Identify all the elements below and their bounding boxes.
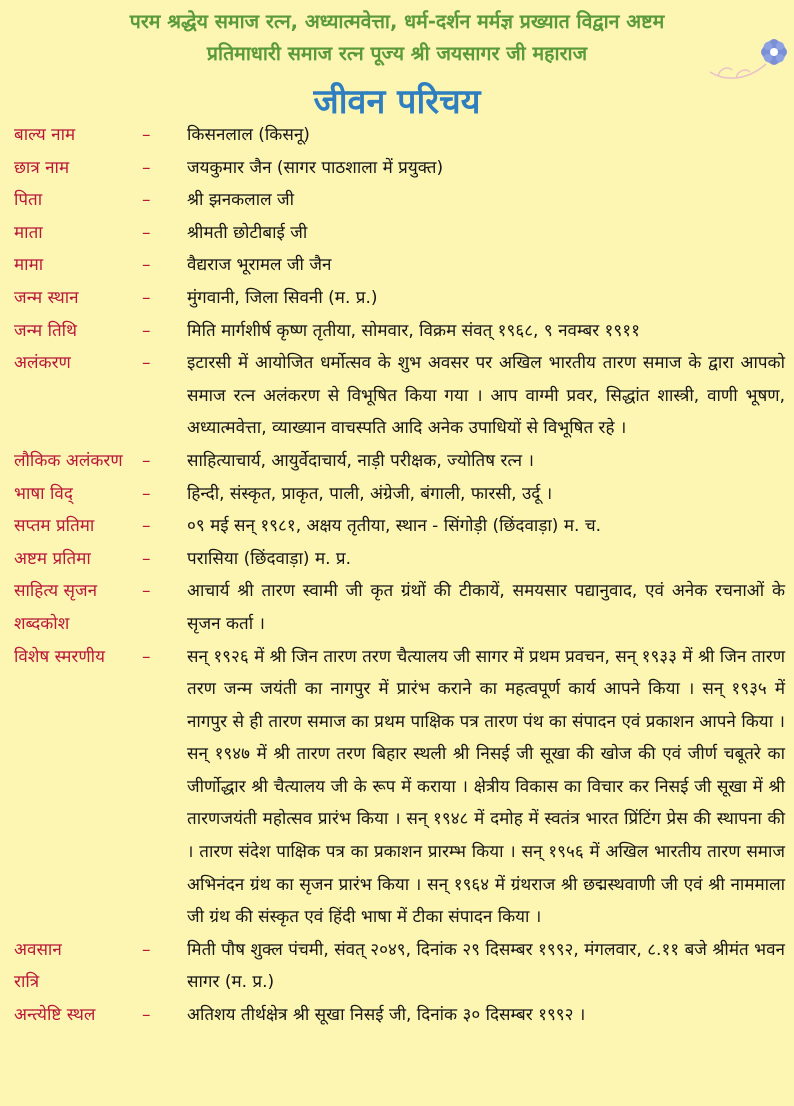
bio-row-value: सन् १९२६ में श्री जिन तारण तरण चैत्यालय जी सागर में प्रथम प्रवचन, सन् १९३३ में श्री जिन तारण तरण जन्म जयंती का नागपुर में प्रारंभ कराने का महत्वपूर्ण कार्य आपने किया । सन् १९३५ में नागपुर से ही तारण समाज का प्रथम पाक्षिक पत्र तारण पंथ का संपादन एवं प्रकाशन आपने किया । सन् १९४७ में श्री तारण तरण बिहार स्थली श्री निसई जी सूखा की खोज की एवं जीर्ण चबूतरे का जीर्णोद्धार श्री चैत्यालय जी के रूप में कराया । क्षेत्रीय विकास का विचार कर निसई जी सूखा में श्री तारणजयंती महोत्सव प्रारंभ किया । सन् १९४८ में दमोह में स्वतंत्र भारत प्रिंटिंग प्रेस की स्थापना की । तारण संदेश पाक्षिक पत्र का प्रकाशन प्रारम्भ किया । सन् १९५६ में अखिल भारतीय तारण समाज अभिनंदन ग्रंथ का सृजन प्रारंभ किया । सन् १९६४ में ग्रंथराज श्री छद्मस्थवाणी जी एवं श्री नाममाला जी ग्रंथ की संस्कृत एवं हिंदी भाषा में टीका संपादन किया । bbox=[187, 646, 786, 928]
bio-row-separator: – bbox=[142, 548, 151, 569]
bio-row-label: मामा bbox=[14, 255, 44, 276]
bio-row-separator: – bbox=[142, 287, 151, 308]
bio-row-value: मुंगवानी, जिला सिवनी (म. प्र.) bbox=[187, 287, 378, 308]
bio-row-label: सप्तम प्रतिमा bbox=[14, 516, 95, 537]
header-line-1: परम श्रद्धेय समाज रत्न, अध्यात्मवेत्ता, धर्म-दर्शन मर्मज्ञ प्रख्यात विद्वान अष्टम bbox=[129, 10, 665, 33]
bio-row-value: आचार्य श्री तारण स्वामी जी कृत ग्रंथों की टीकायें, समयसार पद्यानुवाद, एवं अनेक रचनाओं के सृजन कर्ता । bbox=[187, 581, 785, 634]
bio-row bbox=[0, 249, 794, 282]
bio-row-label: पिता bbox=[14, 190, 43, 211]
bio-row-separator: – bbox=[142, 255, 151, 276]
bio-row-label: अन्त्येष्टि स्थल bbox=[14, 1005, 96, 1026]
bio-row-label: माता bbox=[14, 222, 43, 243]
bio-row-separator: – bbox=[142, 516, 151, 537]
bio-row-value: जयकुमार जैन (सागर पाठशाला में प्रयुक्त) bbox=[187, 157, 444, 178]
bio-row bbox=[0, 999, 794, 1032]
bio-row-value: किसनलाल (किसनू) bbox=[187, 125, 310, 145]
bio-row-separator: – bbox=[142, 483, 151, 504]
bio-row-value: परासिया (छिंदवाड़ा) म. प्र. bbox=[187, 548, 351, 569]
bio-row bbox=[0, 119, 794, 152]
bio-row-label: बाल्य नाम bbox=[14, 125, 76, 145]
bio-row-separator: – bbox=[142, 320, 151, 341]
bio-row-label: जन्म स्थान bbox=[14, 287, 79, 308]
bio-row bbox=[0, 478, 794, 511]
bio-row-separator: – bbox=[142, 353, 151, 374]
bio-row-label: छात्र नाम bbox=[14, 157, 70, 178]
bio-row-value: इटारसी में आयोजित धर्मोत्सव के शुभ अवसर पर अखिल भारतीय तारण समाज के द्वारा आपको समाज रत्न अलंकरण से विभूषित किया गया । आप वाग्मी प्रवर, सिद्धांत शास्त्री, वाणी भूषण, अध्यात्मवेत्ता, व्याख्यान वाचस्पति आदि अनेक उपाधियों से विभूषित रहे । bbox=[187, 353, 785, 439]
header bbox=[0, 6, 794, 70]
page-title: जीवन परिचय bbox=[313, 82, 481, 122]
bio-row-label: भाषा विद् bbox=[14, 483, 73, 504]
bio-row bbox=[0, 510, 794, 543]
bio-row bbox=[0, 934, 794, 999]
bio-row-separator: – bbox=[142, 646, 151, 667]
bio-row bbox=[0, 543, 794, 576]
bio-row-separator: – bbox=[142, 190, 151, 211]
bio-row-value: मिती पौष शुक्ल पंचमी, संवत् २०४९, दिनांक २९ दिसम्बर १९९२, मंगलवार, ८.११ बजे श्रीमंत भवन सागर (म. प्र.) bbox=[187, 939, 785, 993]
flower-ornament-icon bbox=[708, 34, 788, 86]
bio-row-label: अलंकरण bbox=[14, 353, 71, 374]
bio-row-value: अतिशय तीर्थक्षेत्र श्री सूखा निसई जी, दिनांक ३० दिसम्बर १९९२ । bbox=[187, 1005, 586, 1026]
bio-row-label: विशेष स्मरणीय bbox=[14, 646, 105, 667]
bio-row bbox=[0, 184, 794, 217]
bio-row bbox=[0, 445, 794, 478]
bio-row-separator: – bbox=[142, 450, 151, 471]
bio-row bbox=[0, 347, 794, 445]
bio-row bbox=[0, 152, 794, 185]
bio-row bbox=[0, 575, 794, 640]
bio-row bbox=[0, 217, 794, 250]
bio-row-value: साहित्याचार्य, आयुर्वेदाचार्य, नाड़ी परीक्षक, ज्योतिष रत्न । bbox=[187, 450, 534, 471]
bio-row-label: जन्म तिथि bbox=[14, 320, 77, 341]
bio-row-label: अवसान bbox=[14, 939, 62, 960]
bio-row bbox=[0, 315, 794, 348]
bio-row-label: लौकिक अलंकरण bbox=[14, 450, 123, 471]
bio-row-label: साहित्य सृजन bbox=[14, 581, 98, 602]
bio-row-value: मिति मार्गशीर्ष कृष्ण तृतीया, सोमवार, विक्रम संवत् १९६८, ९ नवम्बर १९११ bbox=[187, 320, 640, 341]
bio-row-separator: – bbox=[142, 1005, 151, 1026]
bio-row-separator: – bbox=[142, 125, 151, 145]
bio-row-value: श्रीमती छोटीबाई जी bbox=[187, 222, 308, 243]
bio-row-value: श्री झनकलाल जी bbox=[187, 190, 295, 211]
bio-row bbox=[0, 641, 794, 934]
bio-row-label: अष्टम प्रतिमा bbox=[14, 548, 91, 569]
bio-row-label-continued: रात्रि bbox=[14, 972, 40, 993]
bio-row bbox=[0, 282, 794, 315]
bio-row-separator: – bbox=[142, 581, 151, 602]
bio-row-value: ०९ मई सन् १९८१, अक्षय तृतीया, स्थान - सिंगोड़ी (छिंदवाड़ा) म. च. bbox=[187, 516, 602, 537]
bio-row-separator: – bbox=[142, 222, 151, 243]
header-line-2: प्रतिमाधारी समाज रत्न पूज्य श्री जयसागर जी महाराज bbox=[206, 42, 588, 65]
bio-row-value: हिन्दी, संस्कृत, प्राकृत, पाली, अंग्रेजी, बंगाली, फारसी, उर्दू । bbox=[187, 483, 553, 504]
bio-row-separator: – bbox=[142, 939, 151, 960]
bio-row-label-continued: शब्दकोश bbox=[14, 613, 70, 634]
bio-row-separator: – bbox=[142, 157, 151, 178]
biography-list bbox=[0, 119, 794, 1032]
bio-row-value: वैद्यराज भूरामल जी जैन bbox=[187, 255, 332, 276]
